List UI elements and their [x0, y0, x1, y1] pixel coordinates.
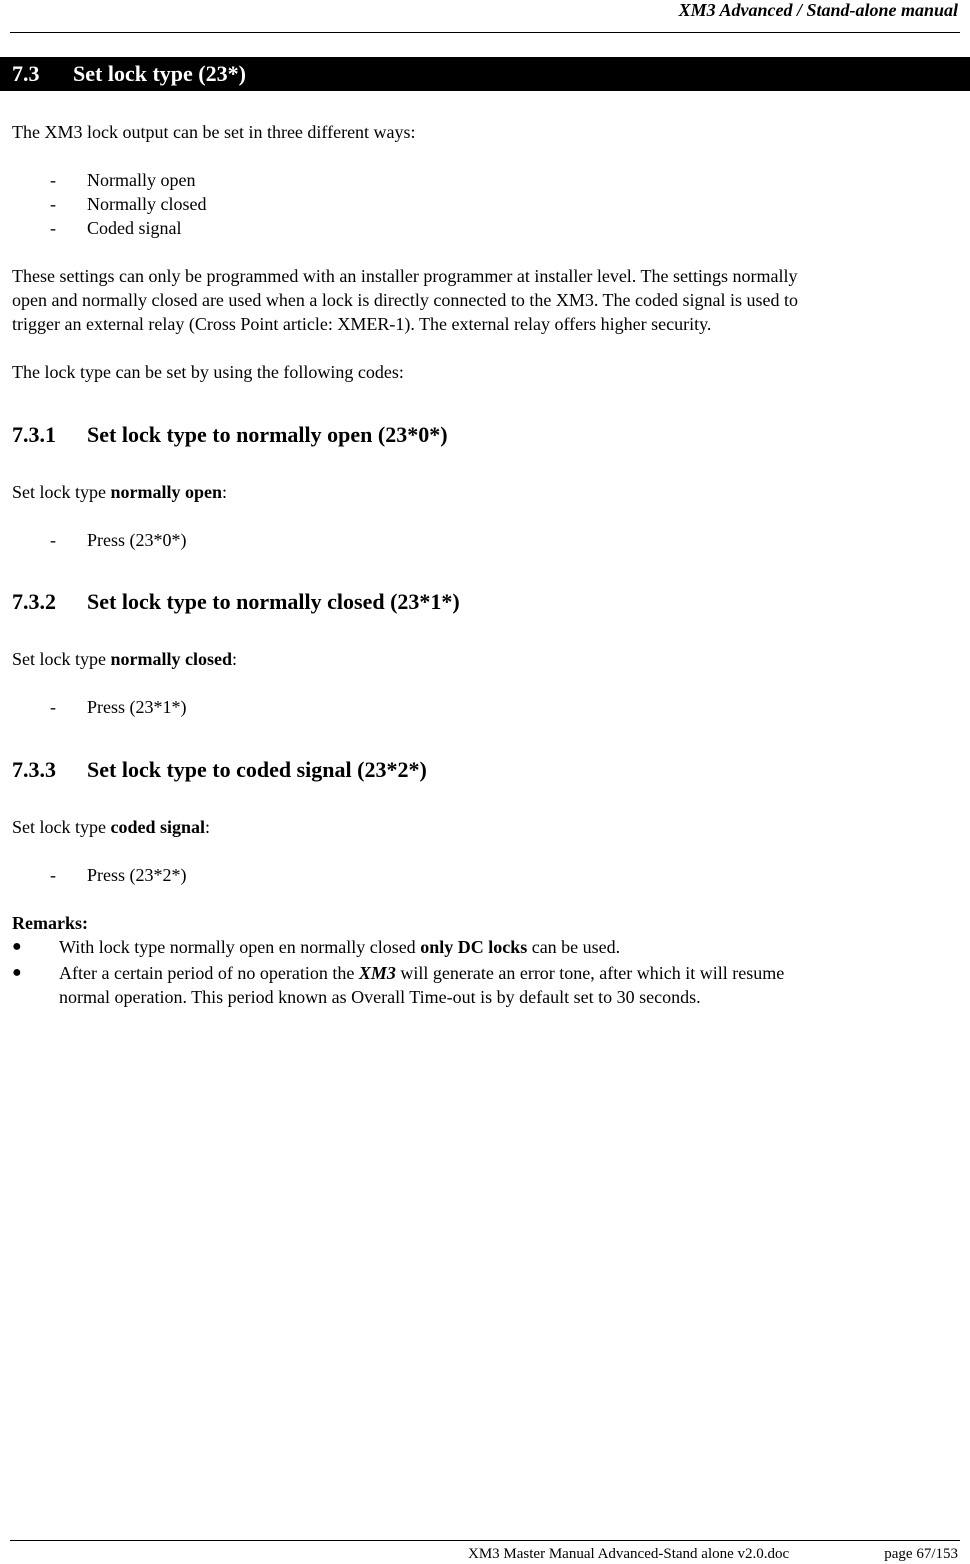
remark-post: will generate an error tone, after which it will resume	[395, 963, 785, 983]
remarks-heading: Remarks:	[12, 913, 88, 933]
subsection-number: 7.3.2	[12, 589, 56, 614]
remark-text	[59, 935, 620, 959]
section-heading-bar	[0, 57, 970, 91]
subsection-number: 7.3.3	[12, 757, 56, 782]
intro-paragraph: The XM3 lock output can be set in three different ways:	[12, 122, 416, 142]
list-item-text: Coded signal	[87, 218, 182, 238]
footer-divider	[10, 1540, 960, 1541]
section-title: Set lock type (23*)	[73, 61, 246, 86]
lead-bold: normally closed	[110, 649, 232, 669]
remark-text-line2: normal operation. This period known as Overall Time-out is by default set to 30 seconds.	[59, 987, 701, 1007]
subsection-lead	[12, 480, 227, 504]
dash-marker: -	[50, 218, 56, 238]
remark-bold: only DC locks	[420, 937, 528, 957]
lead-text: Set lock type	[12, 817, 111, 837]
description-line: trigger an external relay (Cross Point article: XMER-1). The external relay offers higher security.	[12, 314, 712, 334]
description-line: open and normally closed are used when a lock is directly connected to the XM3. The coded signal is used to	[12, 290, 798, 310]
dash-marker: -	[50, 194, 56, 214]
footer-document-name: XM3 Master Manual Advanced-Stand alone v2.0.doc	[468, 1546, 790, 1562]
running-header-title: XM3 Advanced / Stand-alone manual	[678, 0, 958, 20]
subsection-lead	[12, 647, 237, 671]
remark-text	[59, 961, 784, 985]
subsection-title: Set lock type to normally closed (23*1*)	[87, 589, 460, 614]
subsection-lead	[12, 815, 210, 839]
footer-page-number: page 67/153	[884, 1546, 958, 1562]
subsection-number: 7.3.1	[12, 422, 56, 447]
step-text: Press (23*2*)	[87, 865, 187, 885]
list-item-text: Normally open	[87, 170, 196, 190]
list-item-text: Normally closed	[87, 194, 207, 214]
remark-post: can be used.	[527, 937, 621, 957]
remark-bold: XM3	[358, 963, 396, 983]
dash-marker: -	[50, 530, 56, 550]
dash-marker: -	[50, 865, 56, 885]
lead-bold: coded signal	[110, 817, 206, 837]
lead-tail: :	[231, 649, 237, 669]
dash-marker: -	[50, 697, 56, 717]
step-text: Press (23*0*)	[87, 530, 187, 550]
header-divider	[10, 32, 960, 33]
step-text: Press (23*1*)	[87, 697, 187, 717]
subsection-title: Set lock type to normally open (23*0*)	[87, 422, 448, 447]
remark-pre: With lock type normally open en normally closed	[59, 937, 421, 957]
dash-marker: -	[50, 170, 56, 190]
lead-tail: :	[205, 817, 211, 837]
description-line: These settings can only be programmed with an installer programmer at installer level. The settings normally	[12, 266, 798, 286]
bullet-icon: ●	[12, 938, 22, 955]
codes-intro-paragraph: The lock type can be set by using the following codes:	[12, 362, 404, 382]
lead-tail: :	[222, 482, 228, 502]
lead-text: Set lock type	[12, 482, 111, 502]
lead-text: Set lock type	[12, 649, 111, 669]
remark-pre: After a certain period of no operation the	[59, 963, 359, 983]
lead-bold: normally open	[110, 482, 222, 502]
section-number: 7.3	[12, 61, 40, 86]
bullet-icon: ●	[12, 964, 22, 981]
subsection-title: Set lock type to coded signal (23*2*)	[87, 757, 427, 782]
